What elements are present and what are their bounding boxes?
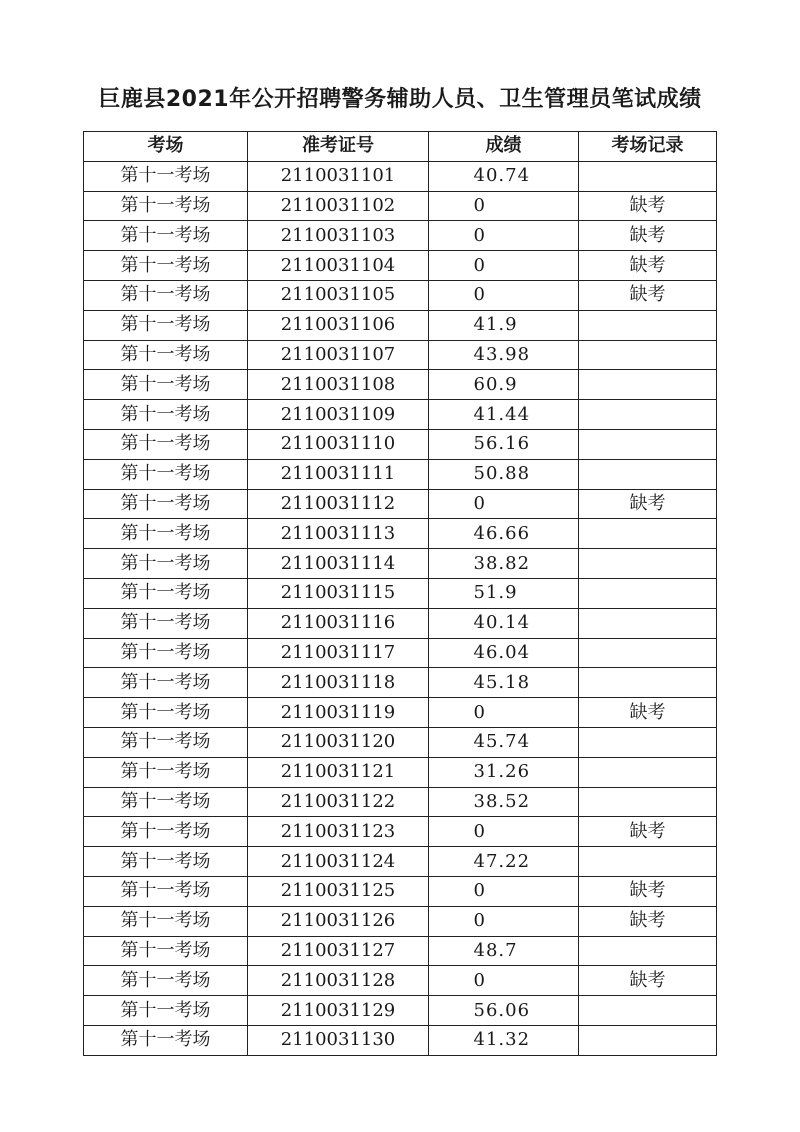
cell-score — [429, 817, 579, 847]
score-value: 0 — [473, 880, 486, 902]
cell-exam-record — [579, 787, 717, 817]
cell-exam-room: 第十一考场 — [84, 489, 248, 519]
score-value: 0 — [473, 701, 486, 723]
header-exam-room: 考场 — [84, 132, 248, 162]
table-row — [84, 787, 717, 817]
cell-ticket-number: 2110031107 — [248, 340, 429, 370]
cell-exam-room: 第十一考场 — [84, 966, 248, 996]
cell-score — [429, 996, 579, 1026]
score-value: 40.74 — [473, 165, 531, 187]
header-ticket-number: 准考证号 — [248, 132, 429, 162]
header-score: 成绩 — [429, 132, 579, 162]
score-value: 47.22 — [473, 850, 531, 872]
table-row — [84, 578, 717, 608]
cell-exam-room: 第十一考场 — [84, 191, 248, 221]
score-value: 51.9 — [473, 582, 518, 604]
cell-ticket-number: 2110031114 — [248, 549, 429, 579]
cell-score — [429, 668, 579, 698]
table-row — [84, 876, 717, 906]
score-value: 41.32 — [473, 1029, 531, 1051]
score-table — [83, 131, 717, 1056]
score-value: 0 — [473, 194, 486, 216]
cell-ticket-number: 2110031108 — [248, 370, 429, 400]
cell-exam-record — [579, 847, 717, 877]
cell-exam-room: 第十一考场 — [84, 221, 248, 251]
score-value: 0 — [473, 254, 486, 276]
cell-score — [429, 370, 579, 400]
table-row — [84, 936, 717, 966]
cell-exam-record — [579, 727, 717, 757]
table-row — [84, 549, 717, 579]
cell-ticket-number: 2110031129 — [248, 996, 429, 1026]
cell-exam-room: 第十一考场 — [84, 400, 248, 430]
cell-exam-room: 第十一考场 — [84, 668, 248, 698]
cell-exam-record — [579, 161, 717, 191]
score-value: 48.7 — [473, 939, 518, 961]
cell-exam-record: 缺考 — [579, 251, 717, 281]
table-row — [84, 400, 717, 430]
table-row — [84, 608, 717, 638]
cell-exam-record: 缺考 — [579, 906, 717, 936]
cell-exam-record — [579, 310, 717, 340]
cell-exam-room: 第十一考场 — [84, 310, 248, 340]
score-value: 45.74 — [473, 731, 531, 753]
cell-score — [429, 191, 579, 221]
cell-exam-record — [579, 400, 717, 430]
cell-ticket-number: 2110031109 — [248, 400, 429, 430]
cell-exam-room: 第十一考场 — [84, 906, 248, 936]
cell-exam-room: 第十一考场 — [84, 578, 248, 608]
cell-ticket-number: 2110031121 — [248, 757, 429, 787]
cell-ticket-number: 2110031126 — [248, 906, 429, 936]
cell-ticket-number: 2110031118 — [248, 668, 429, 698]
score-value: 56.16 — [473, 433, 531, 455]
table-row — [84, 698, 717, 728]
cell-score — [429, 1025, 579, 1055]
cell-exam-record — [579, 429, 717, 459]
cell-ticket-number: 2110031106 — [248, 310, 429, 340]
cell-exam-room: 第十一考场 — [84, 370, 248, 400]
cell-score — [429, 549, 579, 579]
cell-ticket-number: 2110031117 — [248, 638, 429, 668]
cell-exam-record — [579, 370, 717, 400]
table-row — [84, 489, 717, 519]
cell-exam-record — [579, 936, 717, 966]
cell-exam-record — [579, 578, 717, 608]
cell-exam-record — [579, 340, 717, 370]
score-value: 0 — [473, 969, 486, 991]
cell-score — [429, 310, 579, 340]
cell-score — [429, 727, 579, 757]
cell-exam-record — [579, 459, 717, 489]
table-row — [84, 370, 717, 400]
table-row — [84, 251, 717, 281]
cell-score — [429, 221, 579, 251]
cell-exam-record: 缺考 — [579, 698, 717, 728]
cell-score — [429, 847, 579, 877]
cell-score — [429, 251, 579, 281]
cell-ticket-number: 2110031110 — [248, 429, 429, 459]
cell-ticket-number: 2110031124 — [248, 847, 429, 877]
score-value: 0 — [473, 284, 486, 306]
table-header-row — [84, 132, 717, 162]
cell-exam-record: 缺考 — [579, 191, 717, 221]
cell-score — [429, 459, 579, 489]
cell-exam-record — [579, 1025, 717, 1055]
cell-ticket-number: 2110031104 — [248, 251, 429, 281]
cell-ticket-number: 2110031122 — [248, 787, 429, 817]
table-row — [84, 280, 717, 310]
cell-ticket-number: 2110031101 — [248, 161, 429, 191]
cell-score — [429, 787, 579, 817]
cell-exam-room: 第十一考场 — [84, 429, 248, 459]
cell-exam-room: 第十一考场 — [84, 280, 248, 310]
cell-exam-record — [579, 519, 717, 549]
cell-ticket-number: 2110031113 — [248, 519, 429, 549]
header-exam-record: 考场记录 — [579, 132, 717, 162]
cell-ticket-number: 2110031130 — [248, 1025, 429, 1055]
cell-score — [429, 876, 579, 906]
table-body — [84, 161, 717, 1055]
cell-exam-record: 缺考 — [579, 221, 717, 251]
cell-exam-record — [579, 549, 717, 579]
cell-score — [429, 489, 579, 519]
cell-exam-room: 第十一考场 — [84, 936, 248, 966]
cell-exam-room: 第十一考场 — [84, 876, 248, 906]
cell-exam-room: 第十一考场 — [84, 608, 248, 638]
cell-score — [429, 429, 579, 459]
table-row — [84, 638, 717, 668]
cell-exam-record — [579, 757, 717, 787]
cell-ticket-number: 2110031120 — [248, 727, 429, 757]
cell-exam-room: 第十一考场 — [84, 1025, 248, 1055]
score-value: 38.82 — [473, 552, 531, 574]
table-row — [84, 221, 717, 251]
cell-exam-room: 第十一考场 — [84, 459, 248, 489]
cell-score — [429, 906, 579, 936]
table-row — [84, 906, 717, 936]
table-row — [84, 966, 717, 996]
cell-score — [429, 698, 579, 728]
cell-score — [429, 340, 579, 370]
table-row — [84, 727, 717, 757]
cell-exam-record: 缺考 — [579, 489, 717, 519]
cell-exam-room: 第十一考场 — [84, 727, 248, 757]
table-row — [84, 668, 717, 698]
cell-exam-room: 第十一考场 — [84, 757, 248, 787]
cell-exam-room: 第十一考场 — [84, 340, 248, 370]
score-value: 56.06 — [473, 999, 531, 1021]
cell-ticket-number: 2110031127 — [248, 936, 429, 966]
score-value: 46.66 — [473, 522, 531, 544]
score-value: 41.44 — [473, 403, 531, 425]
cell-exam-room: 第十一考场 — [84, 817, 248, 847]
cell-exam-room: 第十一考场 — [84, 161, 248, 191]
cell-exam-room: 第十一考场 — [84, 549, 248, 579]
cell-exam-room: 第十一考场 — [84, 251, 248, 281]
table-row — [84, 847, 717, 877]
score-value: 41.9 — [473, 314, 518, 336]
cell-exam-record — [579, 638, 717, 668]
cell-score — [429, 161, 579, 191]
cell-ticket-number: 2110031102 — [248, 191, 429, 221]
cell-exam-room: 第十一考场 — [84, 638, 248, 668]
cell-exam-record: 缺考 — [579, 280, 717, 310]
cell-ticket-number: 2110031111 — [248, 459, 429, 489]
cell-exam-room: 第十一考场 — [84, 519, 248, 549]
score-value: 50.88 — [473, 463, 531, 485]
cell-ticket-number: 2110031115 — [248, 578, 429, 608]
table-row — [84, 459, 717, 489]
score-value: 0 — [473, 492, 486, 514]
cell-exam-record: 缺考 — [579, 966, 717, 996]
cell-exam-room: 第十一考场 — [84, 698, 248, 728]
score-value: 40.14 — [473, 612, 531, 634]
cell-ticket-number: 2110031103 — [248, 221, 429, 251]
cell-ticket-number: 2110031125 — [248, 876, 429, 906]
table-row — [84, 1025, 717, 1055]
cell-exam-record — [579, 996, 717, 1026]
table-row — [84, 817, 717, 847]
score-value: 0 — [473, 224, 486, 246]
cell-exam-record — [579, 608, 717, 638]
cell-score — [429, 638, 579, 668]
table-row — [84, 757, 717, 787]
page-title: 巨鹿县2021年公开招聘警务辅助人员、卫生管理员笔试成绩 — [98, 87, 702, 112]
cell-score — [429, 608, 579, 638]
cell-exam-room: 第十一考场 — [84, 787, 248, 817]
cell-exam-room: 第十一考场 — [84, 847, 248, 877]
score-value: 46.04 — [473, 641, 531, 663]
cell-ticket-number: 2110031119 — [248, 698, 429, 728]
cell-exam-record: 缺考 — [579, 817, 717, 847]
cell-exam-record — [579, 668, 717, 698]
cell-exam-record: 缺考 — [579, 876, 717, 906]
cell-score — [429, 280, 579, 310]
score-value: 45.18 — [473, 671, 531, 693]
score-value: 0 — [473, 820, 486, 842]
cell-score — [429, 578, 579, 608]
cell-ticket-number: 2110031116 — [248, 608, 429, 638]
score-value: 0 — [473, 910, 486, 932]
cell-score — [429, 400, 579, 430]
cell-exam-room: 第十一考场 — [84, 996, 248, 1026]
table-row — [84, 191, 717, 221]
table-row — [84, 429, 717, 459]
score-value: 60.9 — [473, 373, 518, 395]
cell-score — [429, 966, 579, 996]
cell-ticket-number: 2110031112 — [248, 489, 429, 519]
cell-score — [429, 519, 579, 549]
score-value: 43.98 — [473, 343, 531, 365]
score-value: 38.52 — [473, 790, 531, 812]
cell-ticket-number: 2110031128 — [248, 966, 429, 996]
cell-ticket-number: 2110031123 — [248, 817, 429, 847]
table-row — [84, 310, 717, 340]
cell-score — [429, 936, 579, 966]
table-row — [84, 161, 717, 191]
score-value: 31.26 — [473, 761, 531, 783]
table-row — [84, 519, 717, 549]
table-row — [84, 340, 717, 370]
cell-ticket-number: 2110031105 — [248, 280, 429, 310]
cell-score — [429, 757, 579, 787]
table-row — [84, 996, 717, 1026]
